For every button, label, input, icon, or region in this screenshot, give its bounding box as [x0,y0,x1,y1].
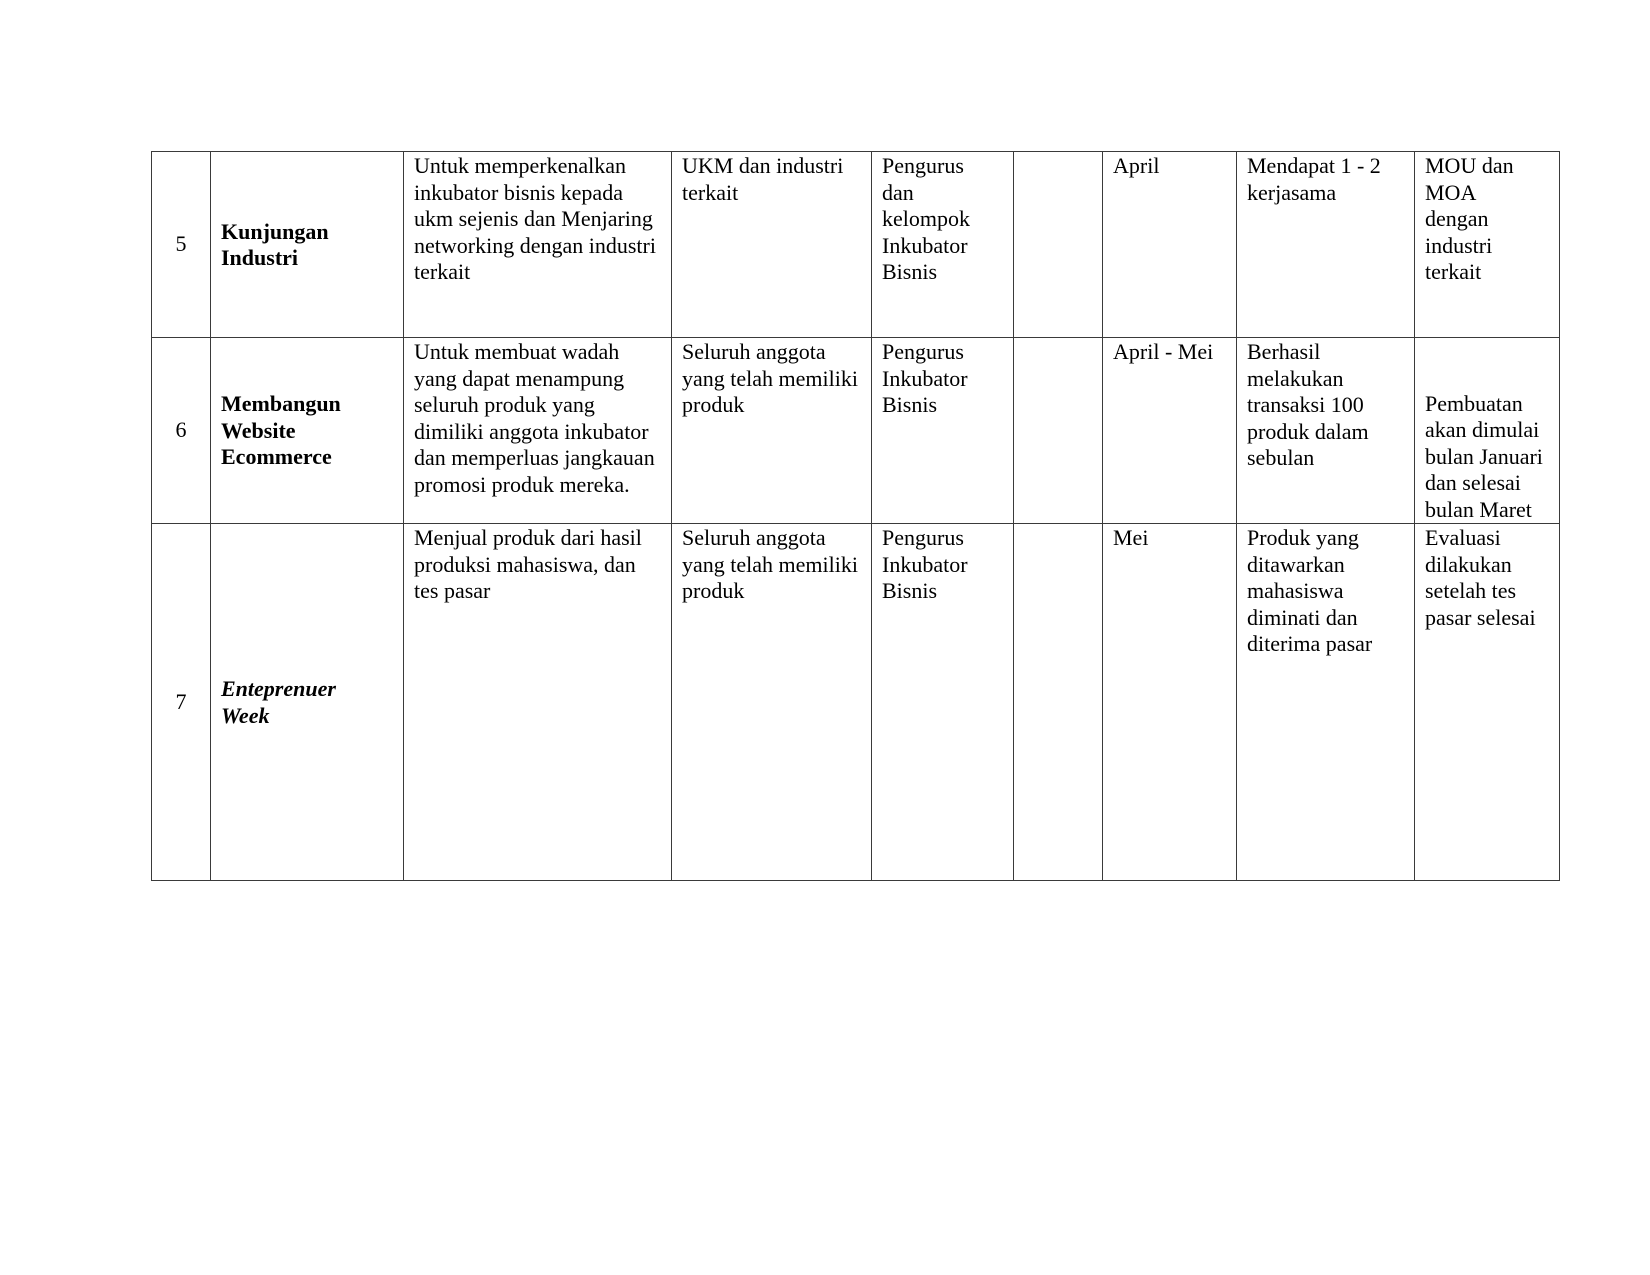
activity-purpose: Untuk membuat wadah yang dapat menampung seluruh produk yang dimiliki anggota inkubator dan memperluas jangkauan promosi produk mereka. [404,338,672,524]
row-number: 7 [152,524,211,881]
activity-target: Seluruh anggota yang telah memiliki produk [672,524,872,881]
activity-pic: Pengurus dan kelompok Inkubator Bisnis [872,152,1014,338]
row-number: 5 [152,152,211,338]
activity-target: UKM dan industri terkait [672,152,872,338]
activity-note: Evaluasi dilakukan setelah tes pasar selesai [1415,524,1560,881]
activity-purpose: Menjual produk dari hasil produksi mahasiswa, dan tes pasar [404,524,672,881]
activity-time: Mei [1103,524,1237,881]
table-row [152,152,1560,338]
table-row [152,338,1560,524]
activity-budget [1014,338,1103,524]
activity-name: Membangun Website Ecommerce [211,338,404,524]
program-table [151,151,1560,881]
activity-name: Enteprenuer Week [211,524,404,881]
activity-purpose: Untuk memperkenalkan inkubator bisnis kepada ukm sejenis dan Menjaring networking dengan industri terkait [404,152,672,338]
activity-target: Seluruh anggota yang telah memiliki produk [672,338,872,524]
activity-note: Pembuatan akan dimulai bulan Januari dan selesai bulan Maret [1415,338,1560,524]
activity-indicator: Produk yang ditawarkan mahasiswa diminati dan diterima pasar [1237,524,1415,881]
activity-note: MOU dan MOA dengan industri terkait [1415,152,1560,338]
activity-indicator: Mendapat 1 - 2 kerjasama [1237,152,1415,338]
activity-pic: Pengurus Inkubator Bisnis [872,524,1014,881]
activity-indicator: Berhasil melakukan transaksi 100 produk dalam sebulan [1237,338,1415,524]
table-row [152,524,1560,881]
row-number: 6 [152,338,211,524]
activity-time: April [1103,152,1237,338]
activity-time: April - Mei [1103,338,1237,524]
activity-name: Kunjungan Industri [211,152,404,338]
activity-pic: Pengurus Inkubator Bisnis [872,338,1014,524]
activity-budget [1014,524,1103,881]
activity-budget [1014,152,1103,338]
